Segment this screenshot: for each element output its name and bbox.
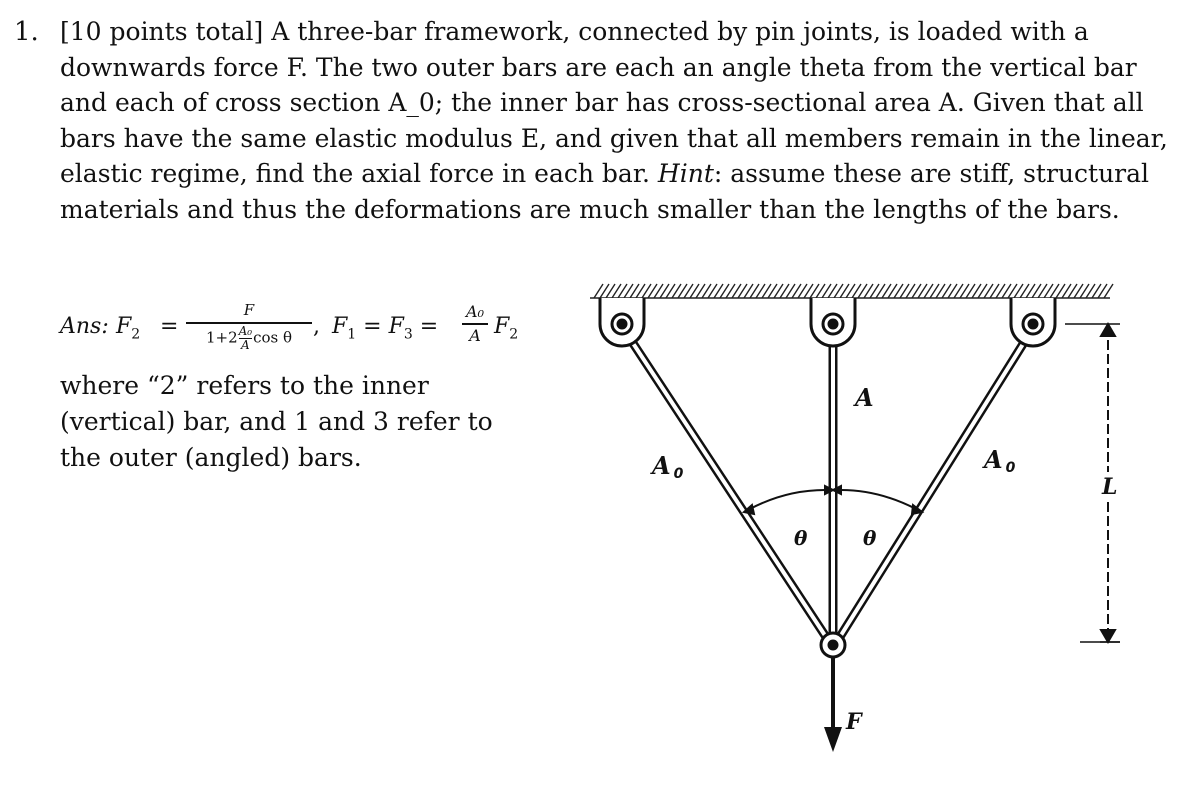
answer-block xyxy=(60,300,530,472)
answer-equation xyxy=(60,300,530,368)
comma: , xyxy=(313,314,320,339)
ceiling-hatching xyxy=(590,284,1113,298)
main-fraction-numerator: F xyxy=(243,301,255,319)
theta-left-label: θ xyxy=(794,526,808,550)
left-support-pin xyxy=(600,298,644,346)
outer-bar-left xyxy=(623,328,828,640)
area-ratio-fraction: A₀ A xyxy=(462,302,488,346)
f2-symbol: $F_2$ xyxy=(116,314,141,343)
force-arrow xyxy=(824,657,842,752)
outer-bar-right xyxy=(838,328,1033,640)
problem-text xyxy=(60,14,1172,228)
outer-bar-left-label: A 0 xyxy=(652,451,684,482)
load-joint-pin xyxy=(821,633,845,657)
equals-sign: = xyxy=(160,314,179,339)
inner-bar-label: A xyxy=(855,383,874,412)
center-support-pin xyxy=(811,298,855,346)
force-label: F xyxy=(846,709,862,735)
outer-bar-right-label: A 0 xyxy=(984,445,1016,476)
hint-text: : assume these are stiff, structural materials and thus the deformations are much smaller than the lengths of the bars. xyxy=(60,159,1150,224)
theta-right-label: θ xyxy=(863,526,877,550)
framework-diagram xyxy=(560,262,1120,792)
main-fraction xyxy=(186,300,312,351)
length-label: L xyxy=(1102,474,1118,500)
hint-label: Hint xyxy=(657,159,714,189)
answer-label: Ans: xyxy=(60,314,109,339)
f2-symbol-repeat: $F_2$ xyxy=(494,314,519,343)
problem-number: 1. xyxy=(14,17,39,47)
main-fraction-denominator: $1+2\frac{\text{A₀}}{A}\cos$ θ xyxy=(205,323,293,352)
answer-explanation: where “2” refers to the inner (vertical) bar, and 1 and 3 refer to the outer (angled) bars. xyxy=(60,371,493,472)
problem-intro: [10 points total] A three-bar framework, connected by pin joints, is loaded with a downwards force F. The two outer bars are each an angle theta from the vertical bar and each of cross section A_0; the inner bar has cross-sectional area A. Given that all bars have the same elastic modulus E, and given that all members remain in the linear, elastic regime, find the axial force in each bar. xyxy=(60,17,1168,189)
right-support-pin xyxy=(1011,298,1055,346)
area-ratio-mini-fraction: $\frac{\text{A₀}}{A}$ xyxy=(238,323,253,352)
f1-f3-symbols: $F_1 = F_3$ = xyxy=(332,314,439,343)
